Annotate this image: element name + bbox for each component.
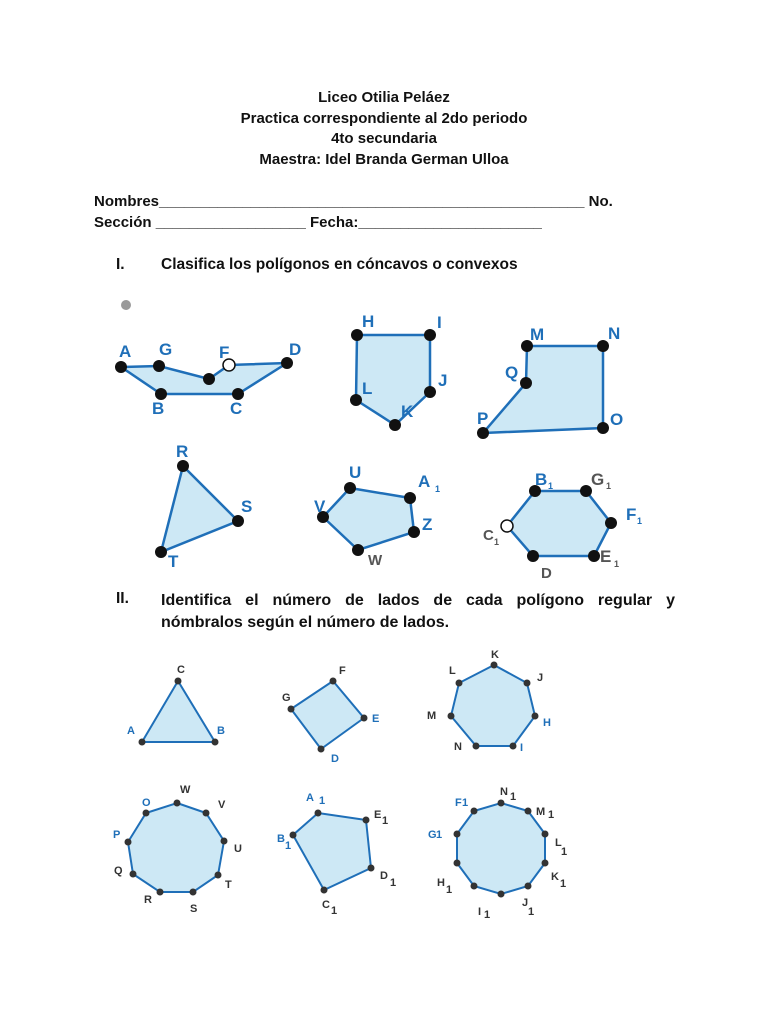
vertex-subscript: 1 xyxy=(494,537,500,547)
polygon-concave-agfdcb xyxy=(115,340,301,418)
vertex-label: B xyxy=(217,725,225,737)
nombres-field[interactable]: Nombres___________________________________________________ No. xyxy=(94,193,613,210)
vertex-label: 1 xyxy=(285,840,292,852)
vertex-label: D xyxy=(380,870,388,882)
vertex-label: U xyxy=(234,843,242,855)
vertex-label: B xyxy=(277,833,285,845)
vertex-label: L xyxy=(362,379,373,398)
vertex-label: 1 xyxy=(528,906,535,918)
polygon-hexagon xyxy=(483,470,642,582)
vertex-label: O xyxy=(610,410,624,429)
vertex-label: 1 xyxy=(548,809,555,821)
vertex-label: F xyxy=(455,797,462,809)
seccion-fecha-field[interactable]: Sección __________________ Fecha:______________________ xyxy=(94,214,542,231)
vertex-label: Q xyxy=(114,865,123,877)
vertex-label: Z xyxy=(422,515,433,534)
vertex-label: 1 xyxy=(436,829,443,841)
vertex-label: G xyxy=(282,692,291,704)
section-2-figures xyxy=(95,640,575,925)
regular-decagon xyxy=(428,786,567,921)
vertex-label: H xyxy=(543,717,551,729)
vertex-label: 1 xyxy=(446,884,453,896)
vertex-label: I xyxy=(437,313,442,332)
vertex-label: 1 xyxy=(319,795,326,807)
vertex-subscript: 1 xyxy=(435,484,441,494)
vertex-label: B xyxy=(535,470,548,489)
regular-nonagon xyxy=(113,784,242,915)
vertex-label: J xyxy=(438,371,448,390)
vertex-label: K xyxy=(401,402,414,421)
polygon-rst xyxy=(155,442,252,571)
section-2-title: Identifica el número de lados de cada polígono regular y nómbralos según el número de lados. xyxy=(161,592,675,631)
vertex-label: K xyxy=(491,649,499,661)
vertex-label: 1 xyxy=(390,877,397,889)
vertex-label: N xyxy=(454,741,462,753)
grade-level: 4to secundaria xyxy=(331,130,437,147)
vertex-label: 1 xyxy=(331,905,338,917)
regular-triangle xyxy=(127,664,225,746)
regular-pentagon xyxy=(277,792,396,917)
vertex-subscript: 1 xyxy=(606,481,612,491)
school-name: Liceo Otilia Peláez xyxy=(318,89,450,106)
vertex-label: V xyxy=(314,497,326,516)
vertex-label: F xyxy=(626,505,637,524)
vertex-label: J xyxy=(537,672,544,684)
vertex-label: 1 xyxy=(560,878,567,890)
vertex-label: L xyxy=(555,837,562,849)
section-1-number: I. xyxy=(116,256,125,273)
vertex-label: P xyxy=(477,409,489,428)
vertex-label: M xyxy=(536,806,546,818)
vertex-label: 1 xyxy=(462,797,469,809)
vertex-label: W xyxy=(180,784,191,796)
vertex-label: L xyxy=(449,665,456,677)
vertex-label: T xyxy=(225,879,232,891)
section-1-title: Clasifica los polígonos en cóncavos o convexos xyxy=(161,256,518,273)
vertex-label: M xyxy=(530,325,545,344)
vertex-label: Q xyxy=(505,363,519,382)
vertex-label: E xyxy=(600,547,612,566)
teacher-name: Maestra: Idel Branda German Ulloa xyxy=(259,150,509,168)
vertex-label: N xyxy=(500,786,508,798)
vertex-label: C xyxy=(483,527,494,544)
vertex-label: D xyxy=(541,565,552,582)
section-1-figures xyxy=(95,292,675,587)
vertex-label: K xyxy=(551,871,559,883)
regular-heptagon xyxy=(427,649,551,754)
vertex-label: T xyxy=(168,552,179,571)
vertex-label: A xyxy=(306,792,314,804)
vertex-label: O xyxy=(142,797,151,809)
vertex-subscript: 1 xyxy=(637,516,643,526)
vertex-label: R xyxy=(176,442,189,461)
vertex-label: B xyxy=(152,399,165,418)
vertex-label: G xyxy=(591,470,605,489)
polygon-mnopq xyxy=(477,324,623,439)
document-header xyxy=(0,88,768,170)
vertex-subscript: 1 xyxy=(548,481,554,491)
section-2-number: II. xyxy=(116,590,129,607)
vertex-label: P xyxy=(113,829,121,841)
vertex-label: S xyxy=(190,903,198,915)
vertex-label: H xyxy=(437,877,445,889)
vertex-label: E xyxy=(372,713,380,725)
vertex-label: C xyxy=(177,664,185,676)
vertex-label: 1 xyxy=(484,909,491,921)
vertex-label: V xyxy=(218,799,226,811)
vertex-label: S xyxy=(241,497,253,516)
vertex-label: M xyxy=(427,710,437,722)
vertex-label: D xyxy=(289,340,302,359)
vertex-label: W xyxy=(368,552,383,569)
vertex-label: N xyxy=(608,324,621,343)
vertex-label: C xyxy=(322,899,330,911)
vertex-label: J xyxy=(522,897,529,909)
vertex-label: A xyxy=(418,472,431,491)
vertex-label: I xyxy=(520,742,524,754)
polygon-hijkl xyxy=(350,312,447,431)
vertex-label: 1 xyxy=(561,846,568,858)
vertex-label: F xyxy=(339,665,346,677)
practice-title: Practica correspondiente al 2do periodo xyxy=(240,109,528,127)
vertex-label: R xyxy=(144,894,152,906)
bullet-dot xyxy=(121,300,131,310)
regular-square xyxy=(282,665,379,765)
vertex-label: U xyxy=(349,463,362,482)
vertex-label: G xyxy=(159,340,173,359)
vertex-label: H xyxy=(362,312,375,331)
vertex-label: I xyxy=(478,906,482,918)
polygon-ua1zwv xyxy=(314,463,440,569)
vertex-label: C xyxy=(230,399,243,418)
vertex-label: 1 xyxy=(382,815,389,827)
vertex-label: A xyxy=(127,725,135,737)
vertex-subscript: 1 xyxy=(614,559,620,569)
vertex-label: 1 xyxy=(510,791,517,803)
vertex-label: A xyxy=(119,342,132,361)
vertex-label: G xyxy=(428,829,437,841)
vertex-label: E xyxy=(374,809,382,821)
vertex-label: F xyxy=(219,343,230,362)
vertex-label: D xyxy=(331,753,339,765)
